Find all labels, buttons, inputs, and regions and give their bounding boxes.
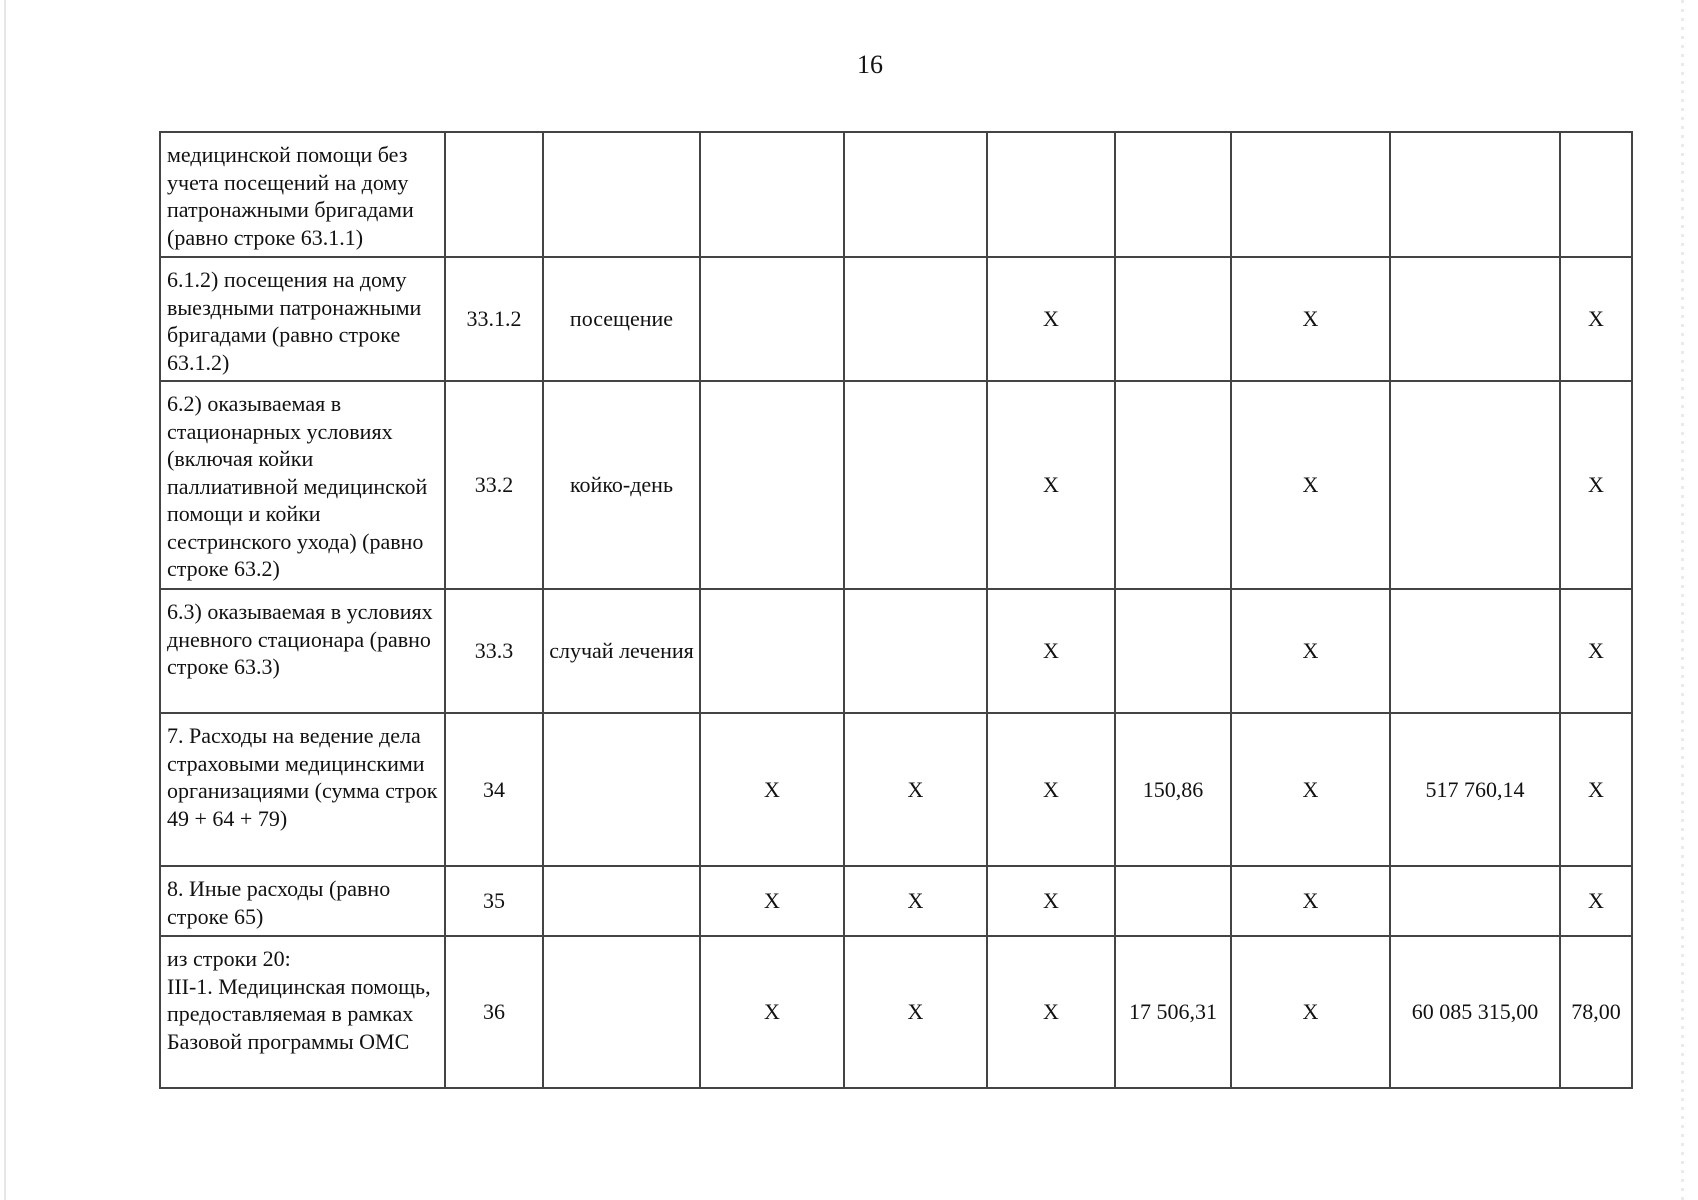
table-cell: 517 760,14 [1390, 713, 1560, 866]
table-cell: Х [1560, 713, 1632, 866]
row-code-cell: 36 [445, 936, 543, 1088]
table-row [160, 713, 1632, 866]
table-cell: Х [700, 713, 844, 866]
table-cell: Х [1231, 936, 1390, 1088]
table-cell: Х [987, 381, 1115, 589]
row-name-cell: 6.3) оказываемая в условиях дневного стационара (равно строке 63.3) [160, 589, 445, 713]
table-cell [1390, 589, 1560, 713]
table-cell [844, 381, 987, 589]
row-unit-cell: случай лечения [543, 589, 700, 713]
table-row [160, 132, 1632, 257]
table-cell [1115, 132, 1231, 257]
scan-edge-left [4, 0, 6, 1200]
table-cell: Х [1560, 257, 1632, 381]
table-cell [700, 132, 844, 257]
row-code-cell: 33.3 [445, 589, 543, 713]
table-cell: Х [1231, 381, 1390, 589]
table-row [160, 381, 1632, 589]
row-unit-cell: койко-день [543, 381, 700, 589]
row-name-cell: 6.2) оказываемая в стационарных условиях (включая койки паллиативной медицинской помощи и койки сестринского ухода) (равно строке 63.2) [160, 381, 445, 589]
table-cell [1115, 381, 1231, 589]
row-name-cell: 7. Расходы на ведение дела страховыми медицинскими организациями (сумма строк 49 + 64 + 79) [160, 713, 445, 866]
row-name-cell: медицинской помощи без учета посещений на дому патронажными бригадами (равно строке 63.1.1) [160, 132, 445, 257]
row-code-cell: 33.1.2 [445, 257, 543, 381]
table-cell [1231, 132, 1390, 257]
scan-edge-right [1681, 0, 1684, 1200]
table-cell: Х [1560, 866, 1632, 936]
table-cell: 150,86 [1115, 713, 1231, 866]
table-cell: Х [844, 713, 987, 866]
table-cell [1390, 866, 1560, 936]
table-cell [1390, 381, 1560, 589]
table-row [160, 866, 1632, 936]
row-unit-cell [543, 713, 700, 866]
row-name-cell: из строки 20: III-1. Медицинская помощь, предоставляемая в рамках Базовой программы ОМС [160, 936, 445, 1088]
table-cell: 17 506,31 [1115, 936, 1231, 1088]
table-cell [844, 132, 987, 257]
table-cell: Х [987, 257, 1115, 381]
table-cell [844, 589, 987, 713]
data-table [159, 131, 1633, 1089]
row-unit-cell: посещение [543, 257, 700, 381]
row-unit-cell [543, 132, 700, 257]
table-cell: Х [1560, 589, 1632, 713]
table-row [160, 936, 1632, 1088]
table-row [160, 257, 1632, 381]
table-cell: Х [844, 936, 987, 1088]
row-code-cell: 34 [445, 713, 543, 866]
row-unit-cell [543, 866, 700, 936]
table-cell [844, 257, 987, 381]
table-cell: Х [987, 713, 1115, 866]
row-name-cell: 6.1.2) посещения на дому выездными патронажными бригадами (равно строке 63.1.2) [160, 257, 445, 381]
table-cell: Х [1231, 589, 1390, 713]
table-cell: Х [700, 866, 844, 936]
table-cell: 78,00 [1560, 936, 1632, 1088]
table-cell [1115, 866, 1231, 936]
table-cell [1115, 257, 1231, 381]
table-cell: Х [700, 936, 844, 1088]
table-cell: Х [1560, 381, 1632, 589]
table-cell: Х [1231, 866, 1390, 936]
row-code-cell [445, 132, 543, 257]
table-row [160, 589, 1632, 713]
table-cell [700, 589, 844, 713]
table-cell [987, 132, 1115, 257]
table-cell [1115, 589, 1231, 713]
table-cell [700, 381, 844, 589]
page-number: 16 [857, 50, 883, 79]
row-name-cell: 8. Иные расходы (равно строке 65) [160, 866, 445, 936]
table-cell: Х [1231, 257, 1390, 381]
row-code-cell: 33.2 [445, 381, 543, 589]
table-cell: Х [1231, 713, 1390, 866]
row-unit-cell [543, 936, 700, 1088]
table-cell [1560, 132, 1632, 257]
table-cell: 60 085 315,00 [1390, 936, 1560, 1088]
table-cell [700, 257, 844, 381]
table-cell [1390, 132, 1560, 257]
table-cell: Х [987, 866, 1115, 936]
table-cell: Х [987, 589, 1115, 713]
table-cell: Х [844, 866, 987, 936]
table-cell: Х [987, 936, 1115, 1088]
table-cell [1390, 257, 1560, 381]
row-code-cell: 35 [445, 866, 543, 936]
